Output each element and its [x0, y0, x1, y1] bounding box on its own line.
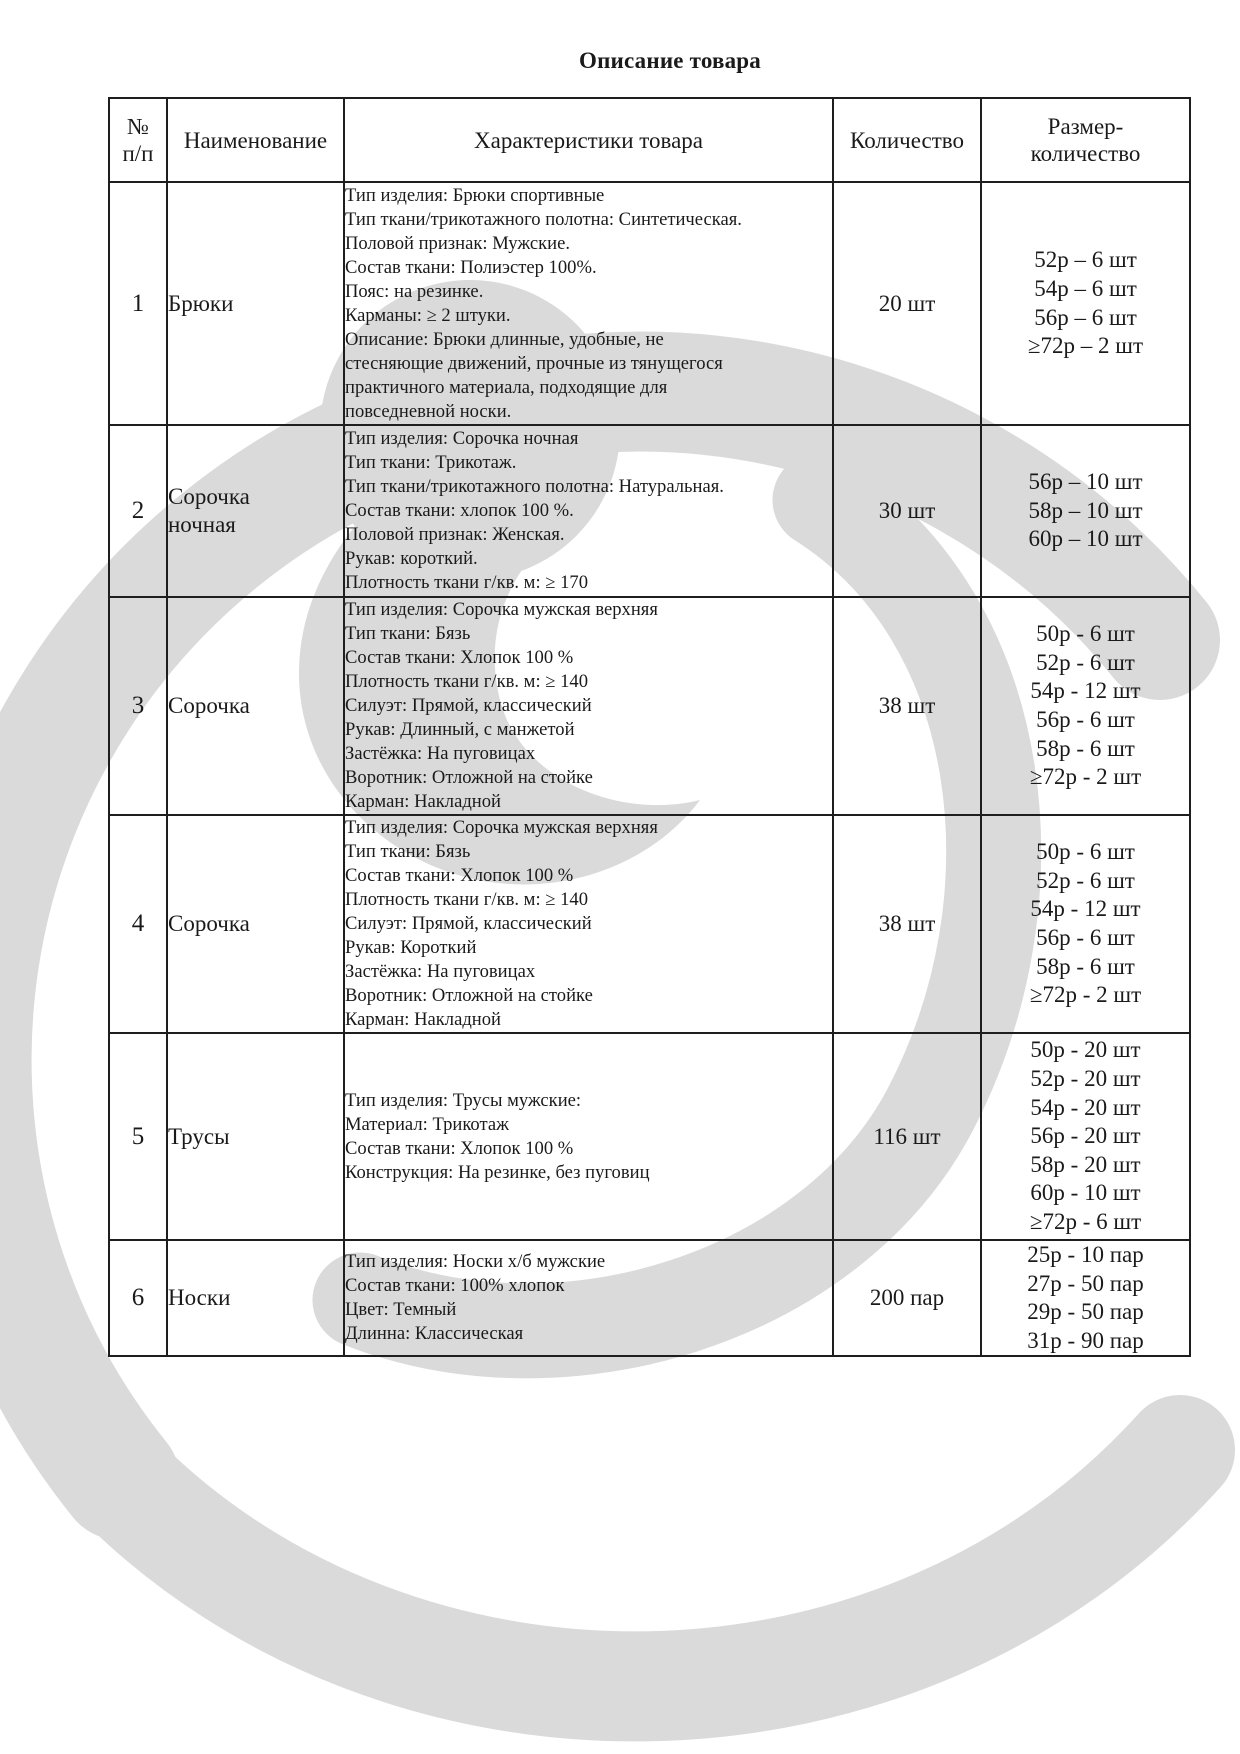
header-size-quantity: [981, 98, 1190, 182]
item-characteristics-cell: [344, 815, 833, 1033]
characteristic-line: Силуэт: Прямой, классический: [345, 913, 592, 934]
row-number: 5: [131, 1122, 145, 1150]
size-quantity-line: 31р - 90 пар: [1027, 1327, 1144, 1353]
size-quantity-line: ≥72р - 2 шт: [1029, 764, 1142, 790]
header-characteristics-line: Характеристики товара: [474, 127, 703, 153]
size-quantity-line: ≥72р – 2 шт: [1027, 333, 1144, 359]
size-quantity-cell: [981, 597, 1190, 815]
item-name-cell: [167, 182, 344, 425]
item-quantity-cell: [833, 1033, 981, 1240]
size-quantity-line: 58р - 6 шт: [1036, 953, 1135, 979]
characteristic-line: Застёжка: На пуговицах: [345, 743, 536, 764]
item-quantity-cell: [833, 425, 981, 597]
item-quantity-cell: [833, 1240, 981, 1356]
characteristic-line: Состав ткани: Хлопок 100 %: [345, 865, 574, 886]
item-name-cell: [167, 425, 344, 597]
item-name-line: Сорочка: [168, 693, 250, 718]
row-number: 1: [131, 289, 145, 317]
characteristic-line: Состав ткани: Хлопок 100 %: [345, 647, 574, 668]
characteristic-line: Конструкция: На резинке, без пуговиц: [345, 1161, 650, 1183]
item-characteristics-cell: [344, 425, 833, 597]
characteristic-line: стесняющие движений, прочные из тянущегося: [345, 352, 723, 374]
size-quantity-line: 54р - 12 шт: [1030, 896, 1141, 922]
size-quantity-line: 50р - 6 шт: [1036, 839, 1135, 865]
characteristic-line: Силуэт: Прямой, классический: [345, 695, 592, 716]
characteristic-line: Половой признак: Мужские.: [345, 232, 570, 254]
row-number-cell: [109, 425, 167, 597]
table-row: [109, 1240, 1190, 1356]
item-quantity: 30 шт: [878, 498, 936, 523]
characteristic-line: практичного материала, подходящие для: [345, 376, 668, 398]
characteristic-line: Тип ткани/трикотажного полотна: Натуральная.: [345, 476, 724, 497]
size-quantity-line: 58р - 6 шт: [1036, 735, 1135, 761]
size-quantity-line: ≥72р - 2 шт: [1029, 982, 1142, 1008]
item-name-line: Сорочка: [168, 484, 250, 509]
characteristic-line: Тип изделия: Сорочка ночная: [345, 428, 579, 449]
item-characteristics-cell: [344, 597, 833, 815]
item-name-line: Трусы: [168, 1123, 230, 1149]
item-quantity-cell: [833, 182, 981, 425]
size-quantity-cell: [981, 1240, 1190, 1356]
characteristic-line: Рукав: Короткий: [345, 937, 477, 958]
size-quantity-line: 54р - 12 шт: [1030, 678, 1141, 704]
characteristic-line: Цвет: Темный: [345, 1299, 457, 1321]
size-quantity-line: 56р - 20 шт: [1030, 1123, 1141, 1149]
header-number: [109, 98, 167, 182]
characteristic-line: Состав ткани: 100% хлопок: [345, 1275, 565, 1297]
header-name-line: Наименование: [183, 127, 328, 153]
characteristic-line: Состав ткани: хлопок 100 %.: [345, 500, 574, 521]
size-quantity-line: 54р - 20 шт: [1030, 1094, 1141, 1120]
size-quantity-line: 58р - 20 шт: [1030, 1151, 1141, 1177]
characteristic-line: Воротник: Отложной на стойке: [345, 767, 593, 788]
size-quantity-line: 52р - 6 шт: [1036, 649, 1135, 675]
row-number-cell: [109, 597, 167, 815]
characteristic-line: Длинна: Классическая: [345, 1323, 524, 1345]
table-row: [109, 1033, 1190, 1240]
characteristic-line: Тип ткани: Бязь: [345, 623, 471, 644]
characteristic-line: Рукав: короткий.: [345, 548, 478, 569]
row-number: 6: [131, 1284, 145, 1312]
item-name-line: Носки: [168, 1285, 231, 1311]
characteristic-line: Тип изделия: Носки х/б мужские: [345, 1251, 606, 1273]
size-quantity-line: 58р – 10 шт: [1028, 497, 1143, 523]
item-name-cell: [167, 1240, 344, 1356]
characteristic-line: Состав ткани: Хлопок 100 %: [345, 1137, 574, 1159]
size-quantity-line: 56р - 6 шт: [1036, 707, 1135, 732]
characteristic-line: Плотность ткани г/кв. м: ≥ 170: [345, 572, 589, 593]
size-quantity-line: 54р – 6 шт: [1034, 275, 1137, 301]
table-row: [109, 597, 1190, 815]
size-quantity-line: 27р - 50 пар: [1027, 1270, 1144, 1296]
goods-table-body: [109, 182, 1190, 1356]
characteristic-line: Тип изделия: Трусы мужские:: [345, 1089, 582, 1111]
table-header-row: [109, 98, 1190, 182]
size-quantity-line: 56р - 6 шт: [1036, 925, 1135, 950]
size-quantity-cell: [981, 1033, 1190, 1240]
characteristic-line: Тип ткани/трикотажного полотна: Синтетическая.: [345, 208, 742, 230]
row-number: 4: [131, 910, 145, 937]
item-name-cell: [167, 815, 344, 1033]
header-size-quantity-line: Размер-: [1047, 114, 1124, 139]
item-quantity: 116 шт: [873, 1123, 941, 1149]
table-row: [109, 425, 1190, 597]
item-characteristics-cell: [344, 1033, 833, 1240]
item-quantity: 38 шт: [878, 693, 936, 718]
characteristic-line: Карманы: ≥ 2 штуки.: [345, 304, 511, 326]
characteristic-line: Карман: Накладной: [345, 1009, 501, 1030]
characteristic-line: Материал: Трикотаж: [345, 1113, 509, 1135]
row-number: 2: [131, 497, 145, 524]
characteristic-line: Тип ткани: Трикотаж.: [345, 452, 517, 473]
item-quantity: 38 шт: [878, 911, 936, 936]
size-quantity-line: 29р - 50 пар: [1027, 1299, 1144, 1325]
row-number-cell: [109, 182, 167, 425]
size-quantity-line: 52р – 6 шт: [1034, 247, 1137, 273]
size-quantity-line: 25р - 10 пар: [1027, 1242, 1144, 1267]
size-quantity-cell: [981, 425, 1190, 597]
size-quantity-line: 60р - 10 шт: [1030, 1180, 1141, 1206]
header-quantity: [833, 98, 981, 182]
characteristic-line: Карман: Накладной: [345, 791, 501, 812]
size-quantity-line: 52р - 20 шт: [1030, 1066, 1141, 1092]
table-row: [109, 815, 1190, 1033]
characteristic-line: повседневной носки.: [345, 400, 512, 422]
item-quantity-cell: [833, 815, 981, 1033]
item-name-cell: [167, 1033, 344, 1240]
goods-table: [108, 97, 1191, 1357]
table-row: [109, 182, 1190, 425]
size-quantity-line: 50р - 20 шт: [1030, 1037, 1141, 1063]
item-name-line: Брюки: [168, 290, 234, 316]
characteristic-line: Половой признак: Женская.: [345, 524, 565, 545]
header-number-line: п/п: [122, 141, 154, 166]
size-quantity-line: 56р – 10 шт: [1028, 469, 1143, 495]
size-quantity-line: ≥72р - 6 шт: [1029, 1208, 1142, 1234]
row-number-cell: [109, 815, 167, 1033]
size-quantity-line: 50р - 6 шт: [1036, 621, 1135, 647]
characteristic-line: Рукав: Длинный, с манжетой: [345, 719, 575, 740]
row-number-cell: [109, 1240, 167, 1356]
characteristic-line: Тип изделия: Сорочка мужская верхняя: [345, 817, 658, 838]
row-number-cell: [109, 1033, 167, 1240]
item-quantity-cell: [833, 597, 981, 815]
header-quantity-line: Количество: [850, 127, 964, 153]
item-name-line: ночная: [168, 512, 236, 537]
item-quantity: 20 шт: [878, 290, 936, 316]
characteristic-line: Состав ткани: Полиэстер 100%.: [345, 256, 597, 278]
header-characteristics: [344, 98, 833, 182]
item-name-cell: [167, 597, 344, 815]
row-number: 3: [131, 692, 145, 719]
size-quantity-line: 56р – 6 шт: [1034, 304, 1137, 330]
characteristic-line: Тип изделия: Сорочка мужская верхняя: [345, 599, 658, 620]
size-quantity-cell: [981, 815, 1190, 1033]
size-quantity-line: 52р - 6 шт: [1036, 867, 1135, 893]
item-characteristics-cell: [344, 1240, 833, 1356]
characteristic-line: Тип ткани: Бязь: [345, 841, 471, 862]
item-quantity: 200 пар: [869, 1285, 945, 1311]
characteristic-line: Описание: Брюки длинные, удобные, не: [345, 328, 664, 350]
header-name: [167, 98, 344, 182]
item-characteristics-cell: [344, 182, 833, 425]
size-quantity-line: 60р – 10 шт: [1028, 526, 1143, 552]
characteristic-line: Плотность ткани г/кв. м: ≥ 140: [345, 889, 589, 910]
size-quantity-cell: [981, 182, 1190, 425]
header-number-line: №: [127, 114, 149, 139]
item-name-line: Сорочка: [168, 911, 250, 936]
characteristic-line: Плотность ткани г/кв. м: ≥ 140: [345, 671, 589, 692]
document-title: Описание товара: [579, 48, 761, 73]
header-size-quantity-line: количество: [1030, 141, 1141, 166]
characteristic-line: Тип изделия: Брюки спортивные: [345, 184, 605, 206]
characteristic-line: Застёжка: На пуговицах: [345, 961, 536, 982]
characteristic-line: Воротник: Отложной на стойке: [345, 985, 593, 1006]
characteristic-line: Пояс: на резинке.: [345, 280, 484, 302]
